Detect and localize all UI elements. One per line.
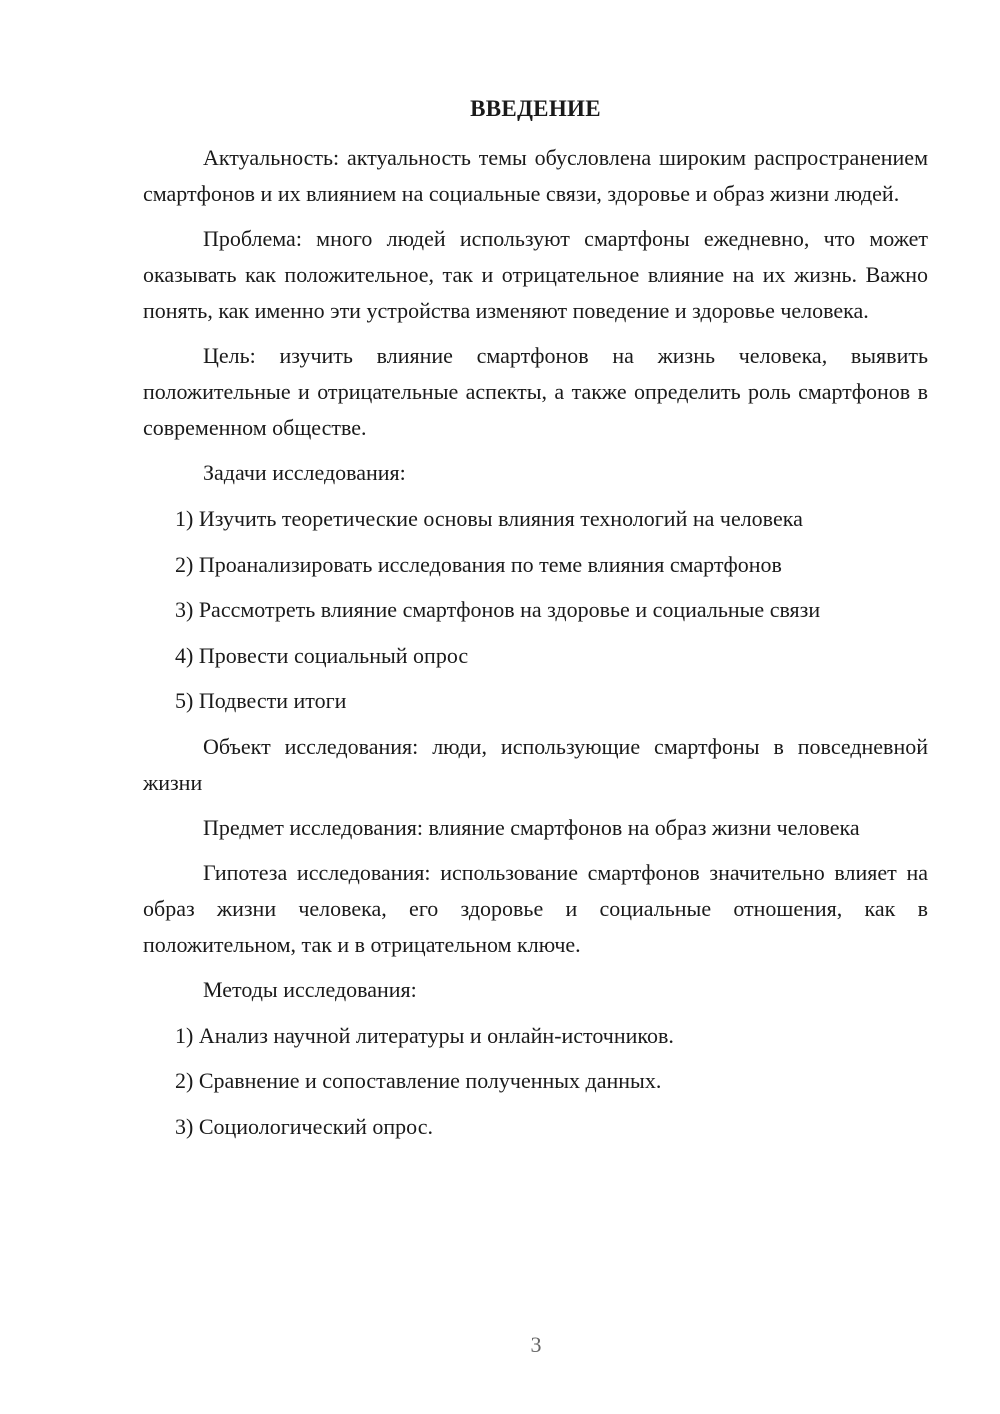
task-item: 1) Изучить теоретические основы влияния технологий на человека — [175, 506, 803, 531]
page-number: 3 — [530, 1332, 542, 1357]
hypothesis-paragraph: Гипотеза исследования: использование смартфонов значительно влияет на образ жизни человека, его здоровье и социальные отношения, как в положительном, так и в отрицательном ключе. — [143, 859, 928, 957]
methods-title: Методы исследования: — [203, 976, 417, 1002]
method-item: 3) Социологический опрос. — [175, 1113, 433, 1139]
task-item: 2) Проанализировать исследования по теме влияния смартфонов — [175, 551, 782, 577]
methods-list — [143, 1018, 928, 1145]
goal-paragraph: Цель: изучить влияние смартфонов на жизнь человека, выявить положительные и отрицательные аспекты, а также определить роль смартфонов в современном обществе. — [143, 343, 928, 440]
subject-paragraph: Предмет исследования: влияние смартфонов на образ жизни человека — [203, 814, 860, 840]
tasks-list — [143, 501, 928, 719]
problem-paragraph: Проблема: много людей используют смартфоны ежедневно, что может оказывать как положительное, так и отрицательное влияние на их жизнь. Важно понять, как именно эти устройства изменяют поведение и здоровье человека. — [143, 226, 928, 323]
relevance-paragraph: Актуальность: актуальность темы обусловлена широким распространением смартфонов и их влиянием на социальные связи, здоровье и образ жизни людей. — [143, 145, 928, 206]
document-page — [143, 92, 928, 1154]
object-paragraph: Объект исследования: люди, использующие смартфоны в повседневной жизни — [143, 733, 928, 795]
tasks-title: Задачи исследования: — [203, 460, 406, 485]
method-item: 1) Анализ научной литературы и онлайн-источников. — [175, 1022, 674, 1048]
task-item: 4) Провести социальный опрос — [175, 642, 469, 668]
task-item: 3) Рассмотреть влияние смартфонов на здоровье и социальные связи — [175, 597, 821, 622]
task-item: 5) Подвести итоги — [175, 688, 347, 713]
section-heading: ВВЕДЕНИЕ — [470, 96, 601, 121]
method-item: 2) Сравнение и сопоставление полученных данных. — [175, 1068, 662, 1093]
